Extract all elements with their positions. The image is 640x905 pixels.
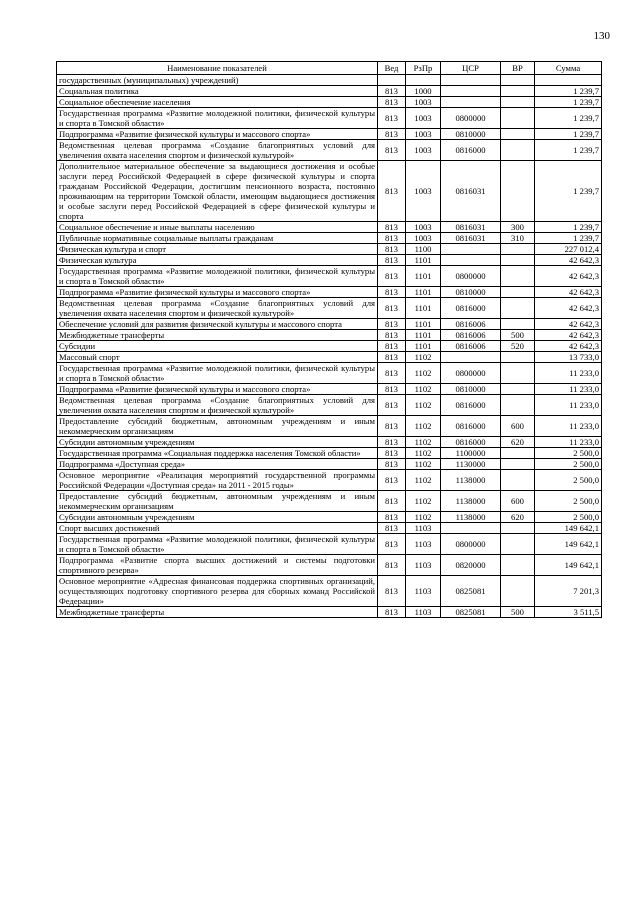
row-ved-cell bbox=[378, 75, 406, 86]
row-sum-cell: 3 511,5 bbox=[535, 607, 602, 618]
row-rzpr-cell: 1101 bbox=[406, 319, 441, 330]
table-row bbox=[57, 330, 602, 341]
header-ved: Вед bbox=[378, 62, 406, 75]
row-ved-cell: 813 bbox=[378, 448, 406, 459]
row-csr-cell: 0810000 bbox=[441, 384, 501, 395]
row-sum-cell: 42 642,3 bbox=[535, 319, 602, 330]
header-rzpr: РзПр bbox=[406, 62, 441, 75]
row-vr-cell bbox=[501, 298, 535, 319]
row-csr-cell: 0800000 bbox=[441, 363, 501, 384]
row-vr-cell bbox=[501, 363, 535, 384]
row-rzpr-cell: 1102 bbox=[406, 363, 441, 384]
row-rzpr-cell: 1003 bbox=[406, 129, 441, 140]
row-vr-cell bbox=[501, 108, 535, 129]
page-number: 130 bbox=[593, 30, 610, 42]
row-vr-cell: 500 bbox=[501, 607, 535, 618]
row-vr-cell bbox=[501, 86, 535, 97]
row-rzpr-cell: 1000 bbox=[406, 86, 441, 97]
row-ved-cell: 813 bbox=[378, 384, 406, 395]
row-csr-cell bbox=[441, 523, 501, 534]
row-rzpr-cell: 1102 bbox=[406, 512, 441, 523]
table-row bbox=[57, 384, 602, 395]
row-rzpr-cell: 1102 bbox=[406, 448, 441, 459]
row-name-cell: Подпрограмма «Развитие физической культуры и массового спорта» bbox=[57, 129, 378, 140]
row-sum-cell: 2 500,0 bbox=[535, 491, 602, 512]
row-ved-cell: 813 bbox=[378, 330, 406, 341]
row-rzpr-cell: 1003 bbox=[406, 97, 441, 108]
row-ved-cell: 813 bbox=[378, 244, 406, 255]
row-rzpr-cell: 1102 bbox=[406, 352, 441, 363]
row-vr-cell bbox=[501, 287, 535, 298]
row-rzpr-cell: 1103 bbox=[406, 576, 441, 607]
row-csr-cell: 0825081 bbox=[441, 607, 501, 618]
row-sum-cell: 2 500,0 bbox=[535, 512, 602, 523]
row-vr-cell bbox=[501, 395, 535, 416]
row-ved-cell: 813 bbox=[378, 266, 406, 287]
row-csr-cell: 0800000 bbox=[441, 108, 501, 129]
table-row bbox=[57, 448, 602, 459]
row-csr-cell: 0825081 bbox=[441, 576, 501, 607]
row-rzpr-cell: 1101 bbox=[406, 287, 441, 298]
row-csr-cell: 0816000 bbox=[441, 416, 501, 437]
row-vr-cell bbox=[501, 534, 535, 555]
row-name-cell: Подпрограмма «Развитие физической культуры и массового спорта» bbox=[57, 287, 378, 298]
row-sum-cell: 1 239,7 bbox=[535, 97, 602, 108]
row-rzpr-cell: 1003 bbox=[406, 233, 441, 244]
row-csr-cell: 0816006 bbox=[441, 330, 501, 341]
row-sum-cell: 227 012,4 bbox=[535, 244, 602, 255]
row-rzpr-cell: 1101 bbox=[406, 330, 441, 341]
row-sum-cell: 42 642,3 bbox=[535, 298, 602, 319]
row-csr-cell: 0816006 bbox=[441, 319, 501, 330]
row-sum-cell: 11 233,0 bbox=[535, 416, 602, 437]
table-row bbox=[57, 140, 602, 161]
row-sum-cell: 11 233,0 bbox=[535, 363, 602, 384]
row-csr-cell: 0820000 bbox=[441, 555, 501, 576]
row-csr-cell: 0810000 bbox=[441, 287, 501, 298]
header-name: Наименование показателей bbox=[57, 62, 378, 75]
table-row bbox=[57, 287, 602, 298]
table-row bbox=[57, 437, 602, 448]
row-name-cell: Государственная программа «Социальная поддержка населения Томской области» bbox=[57, 448, 378, 459]
table-row bbox=[57, 491, 602, 512]
row-vr-cell: 520 bbox=[501, 341, 535, 352]
row-rzpr-cell: 1102 bbox=[406, 416, 441, 437]
table-row bbox=[57, 576, 602, 607]
table-row bbox=[57, 319, 602, 330]
row-ved-cell: 813 bbox=[378, 491, 406, 512]
table-row bbox=[57, 266, 602, 287]
row-rzpr-cell: 1102 bbox=[406, 459, 441, 470]
row-vr-cell bbox=[501, 459, 535, 470]
row-csr-cell: 1130000 bbox=[441, 459, 501, 470]
row-vr-cell: 620 bbox=[501, 437, 535, 448]
row-ved-cell: 813 bbox=[378, 459, 406, 470]
row-ved-cell: 813 bbox=[378, 437, 406, 448]
row-ved-cell: 813 bbox=[378, 534, 406, 555]
row-name-cell: Основное мероприятие «Адресная финансовая поддержка спортивных организаций, осуществляющих подготовку спортивного резерва для сборных команд Российской Федерации» bbox=[57, 576, 378, 607]
row-rzpr-cell: 1101 bbox=[406, 266, 441, 287]
row-name-cell: Спорт высших достижений bbox=[57, 523, 378, 534]
row-name-cell: Государственная программа «Развитие молодежной политики, физической культуры и спорта в Томской области» bbox=[57, 266, 378, 287]
table-row bbox=[57, 233, 602, 244]
row-sum-cell: 42 642,3 bbox=[535, 330, 602, 341]
row-ved-cell: 813 bbox=[378, 512, 406, 523]
table-row bbox=[57, 470, 602, 491]
row-name-cell: Социальное обеспечение населения bbox=[57, 97, 378, 108]
row-sum-cell: 149 642,1 bbox=[535, 523, 602, 534]
row-ved-cell: 813 bbox=[378, 222, 406, 233]
row-sum-cell: 13 733,0 bbox=[535, 352, 602, 363]
row-sum-cell: 1 239,7 bbox=[535, 233, 602, 244]
row-ved-cell: 813 bbox=[378, 108, 406, 129]
row-csr-cell bbox=[441, 75, 501, 86]
row-csr-cell: 1138000 bbox=[441, 491, 501, 512]
row-rzpr-cell: 1102 bbox=[406, 395, 441, 416]
table-row bbox=[57, 298, 602, 319]
row-vr-cell: 620 bbox=[501, 512, 535, 523]
row-vr-cell bbox=[501, 555, 535, 576]
row-rzpr-cell: 1103 bbox=[406, 523, 441, 534]
row-csr-cell: 0816006 bbox=[441, 341, 501, 352]
row-csr-cell: 0800000 bbox=[441, 534, 501, 555]
row-csr-cell: 1138000 bbox=[441, 470, 501, 491]
table-row bbox=[57, 534, 602, 555]
row-ved-cell: 813 bbox=[378, 287, 406, 298]
row-sum-cell: 1 239,7 bbox=[535, 222, 602, 233]
row-vr-cell bbox=[501, 129, 535, 140]
row-name-cell: Предоставление субсидий бюджетным, автономным учреждениям и иным некоммерческим организациям bbox=[57, 491, 378, 512]
row-name-cell: Физическая культура и спорт bbox=[57, 244, 378, 255]
row-rzpr-cell: 1100 bbox=[406, 244, 441, 255]
row-rzpr-cell: 1003 bbox=[406, 140, 441, 161]
table-row bbox=[57, 523, 602, 534]
row-vr-cell bbox=[501, 266, 535, 287]
row-rzpr-cell: 1003 bbox=[406, 222, 441, 233]
row-csr-cell: 0816000 bbox=[441, 298, 501, 319]
row-ved-cell: 813 bbox=[378, 255, 406, 266]
row-ved-cell: 813 bbox=[378, 352, 406, 363]
row-csr-cell bbox=[441, 244, 501, 255]
row-ved-cell: 813 bbox=[378, 395, 406, 416]
table-row bbox=[57, 341, 602, 352]
row-sum-cell: 2 500,0 bbox=[535, 470, 602, 491]
row-name-cell: Физическая культура bbox=[57, 255, 378, 266]
row-name-cell: Подпрограмма «Развитие физической культуры и массового спорта» bbox=[57, 384, 378, 395]
row-rzpr-cell: 1102 bbox=[406, 437, 441, 448]
row-name-cell: Обеспечение условий для развития физической культуры и массового спорта bbox=[57, 319, 378, 330]
table-row bbox=[57, 97, 602, 108]
row-sum-cell: 7 201,3 bbox=[535, 576, 602, 607]
row-rzpr-cell: 1103 bbox=[406, 607, 441, 618]
row-rzpr-cell: 1003 bbox=[406, 161, 441, 222]
table-row bbox=[57, 607, 602, 618]
row-name-cell: Государственная программа «Развитие молодежной политики, физической культуры и спорта в Томской области» bbox=[57, 534, 378, 555]
row-ved-cell: 813 bbox=[378, 470, 406, 491]
table-row bbox=[57, 244, 602, 255]
row-csr-cell bbox=[441, 97, 501, 108]
row-sum-cell: 2 500,0 bbox=[535, 448, 602, 459]
row-name-cell: Подпрограмма «Доступная среда» bbox=[57, 459, 378, 470]
header-csr: ЦСР bbox=[441, 62, 501, 75]
row-vr-cell: 300 bbox=[501, 222, 535, 233]
row-csr-cell: 0800000 bbox=[441, 266, 501, 287]
row-ved-cell: 813 bbox=[378, 523, 406, 534]
row-csr-cell bbox=[441, 352, 501, 363]
row-csr-cell: 1138000 bbox=[441, 512, 501, 523]
row-vr-cell bbox=[501, 244, 535, 255]
row-sum-cell: 42 642,3 bbox=[535, 255, 602, 266]
row-csr-cell: 0816031 bbox=[441, 161, 501, 222]
row-name-cell: Субсидии bbox=[57, 341, 378, 352]
row-ved-cell: 813 bbox=[378, 341, 406, 352]
row-vr-cell bbox=[501, 161, 535, 222]
row-name-cell: Массовый спорт bbox=[57, 352, 378, 363]
row-csr-cell: 1100000 bbox=[441, 448, 501, 459]
row-rzpr-cell: 1102 bbox=[406, 491, 441, 512]
row-vr-cell bbox=[501, 255, 535, 266]
row-rzpr-cell: 1102 bbox=[406, 384, 441, 395]
row-csr-cell: 0816000 bbox=[441, 437, 501, 448]
row-name-cell: Государственная программа «Развитие молодежной политики, физической культуры и спорта в Томской области» bbox=[57, 363, 378, 384]
row-ved-cell: 813 bbox=[378, 86, 406, 97]
row-vr-cell bbox=[501, 97, 535, 108]
row-name-cell: Межбюджетные трансферты bbox=[57, 330, 378, 341]
row-sum-cell: 1 239,7 bbox=[535, 161, 602, 222]
row-name-cell: Государственная программа «Развитие молодежной политики, физической культуры и спорта в Томской области» bbox=[57, 108, 378, 129]
row-rzpr-cell: 1003 bbox=[406, 108, 441, 129]
table-row bbox=[57, 459, 602, 470]
row-vr-cell bbox=[501, 576, 535, 607]
row-vr-cell bbox=[501, 523, 535, 534]
row-name-cell: Основное мероприятие «Реализация мероприятий государственной программы Российской Федерации «Доступная среда» на 2011 - 2015 годы» bbox=[57, 470, 378, 491]
row-vr-cell bbox=[501, 470, 535, 491]
row-name-cell: Межбюджетные трансферты bbox=[57, 607, 378, 618]
row-sum-cell: 1 239,7 bbox=[535, 108, 602, 129]
row-sum-cell: 11 233,0 bbox=[535, 384, 602, 395]
row-sum-cell: 1 239,7 bbox=[535, 86, 602, 97]
row-sum-cell: 2 500,0 bbox=[535, 459, 602, 470]
row-ved-cell: 813 bbox=[378, 363, 406, 384]
row-name-cell: Публичные нормативные социальные выплаты гражданам bbox=[57, 233, 378, 244]
table-row bbox=[57, 255, 602, 266]
row-ved-cell: 813 bbox=[378, 555, 406, 576]
row-ved-cell: 813 bbox=[378, 607, 406, 618]
row-name-cell: Ведомственная целевая программа «Создание благоприятных условий для увеличения охвата населения спортом и физической культурой» bbox=[57, 140, 378, 161]
row-csr-cell: 0816031 bbox=[441, 233, 501, 244]
row-rzpr-cell bbox=[406, 75, 441, 86]
row-vr-cell bbox=[501, 140, 535, 161]
row-ved-cell: 813 bbox=[378, 129, 406, 140]
row-sum-cell: 11 233,0 bbox=[535, 395, 602, 416]
table-row bbox=[57, 363, 602, 384]
row-ved-cell: 813 bbox=[378, 298, 406, 319]
table-row bbox=[57, 222, 602, 233]
row-name-cell: государственных (муниципальных) учреждений) bbox=[57, 75, 378, 86]
row-vr-cell: 500 bbox=[501, 330, 535, 341]
row-sum-cell: 149 642,1 bbox=[535, 534, 602, 555]
row-vr-cell: 310 bbox=[501, 233, 535, 244]
row-sum-cell: 42 642,3 bbox=[535, 287, 602, 298]
row-csr-cell: 0816031 bbox=[441, 222, 501, 233]
row-rzpr-cell: 1101 bbox=[406, 298, 441, 319]
row-ved-cell: 813 bbox=[378, 233, 406, 244]
row-vr-cell bbox=[501, 319, 535, 330]
row-rzpr-cell: 1103 bbox=[406, 534, 441, 555]
row-sum-cell: 149 642,1 bbox=[535, 555, 602, 576]
row-name-cell: Субсидии автономным учреждениям bbox=[57, 437, 378, 448]
row-ved-cell: 813 bbox=[378, 140, 406, 161]
row-ved-cell: 813 bbox=[378, 97, 406, 108]
row-ved-cell: 813 bbox=[378, 576, 406, 607]
table-header-row bbox=[57, 62, 602, 75]
table-row bbox=[57, 512, 602, 523]
row-ved-cell: 813 bbox=[378, 319, 406, 330]
row-ved-cell: 813 bbox=[378, 161, 406, 222]
row-vr-cell bbox=[501, 448, 535, 459]
row-name-cell: Социальная политика bbox=[57, 86, 378, 97]
budget-table bbox=[56, 61, 602, 618]
row-csr-cell bbox=[441, 86, 501, 97]
row-sum-cell bbox=[535, 75, 602, 86]
row-name-cell: Предоставление субсидий бюджетным, автономным учреждениям и иным некоммерческим организациям bbox=[57, 416, 378, 437]
row-ved-cell: 813 bbox=[378, 416, 406, 437]
row-rzpr-cell: 1103 bbox=[406, 555, 441, 576]
row-name-cell: Социальное обеспечение и иные выплаты населению bbox=[57, 222, 378, 233]
row-vr-cell bbox=[501, 75, 535, 86]
row-csr-cell: 0816000 bbox=[441, 395, 501, 416]
row-rzpr-cell: 1101 bbox=[406, 341, 441, 352]
row-name-cell: Субсидии автономным учреждениям bbox=[57, 512, 378, 523]
header-vr: ВР bbox=[501, 62, 535, 75]
row-name-cell: Ведомственная целевая программа «Создание благоприятных условий для увеличения охвата населения спортом и физической культурой» bbox=[57, 395, 378, 416]
table-row bbox=[57, 555, 602, 576]
row-csr-cell bbox=[441, 255, 501, 266]
row-name-cell: Ведомственная целевая программа «Создание благоприятных условий для увеличения охвата населения спортом и физической культурой» bbox=[57, 298, 378, 319]
table-row bbox=[57, 86, 602, 97]
row-sum-cell: 11 233,0 bbox=[535, 437, 602, 448]
row-sum-cell: 42 642,3 bbox=[535, 341, 602, 352]
row-rzpr-cell: 1102 bbox=[406, 470, 441, 491]
table-row bbox=[57, 395, 602, 416]
row-sum-cell: 42 642,3 bbox=[535, 266, 602, 287]
table-row bbox=[57, 108, 602, 129]
row-vr-cell: 600 bbox=[501, 416, 535, 437]
row-name-cell: Дополнительное материальное обеспечение за выдающиеся достижения и особые заслуги перед Российской Федерацией в сфере физической культуры и спорта гражданам Российской Федерации, достигшим пенсионного возраста, постоянно проживающим на территории Томской области, имеющим выдающиеся достижения и особые заслуги перед Российской Федерацией в сфере физической культуры и спорта bbox=[57, 161, 378, 222]
row-vr-cell: 600 bbox=[501, 491, 535, 512]
table-row bbox=[57, 161, 602, 222]
header-sum: Сумма bbox=[535, 62, 602, 75]
row-vr-cell bbox=[501, 352, 535, 363]
row-sum-cell: 1 239,7 bbox=[535, 140, 602, 161]
table-row bbox=[57, 416, 602, 437]
row-vr-cell bbox=[501, 384, 535, 395]
row-rzpr-cell: 1101 bbox=[406, 255, 441, 266]
table-row bbox=[57, 75, 602, 86]
table-row bbox=[57, 129, 602, 140]
row-csr-cell: 0810000 bbox=[441, 129, 501, 140]
table-row bbox=[57, 352, 602, 363]
row-name-cell: Подпрограмма «Развитие спорта высших достижений и системы подготовки спортивного резерва» bbox=[57, 555, 378, 576]
row-sum-cell: 1 239,7 bbox=[535, 129, 602, 140]
row-csr-cell: 0816000 bbox=[441, 140, 501, 161]
